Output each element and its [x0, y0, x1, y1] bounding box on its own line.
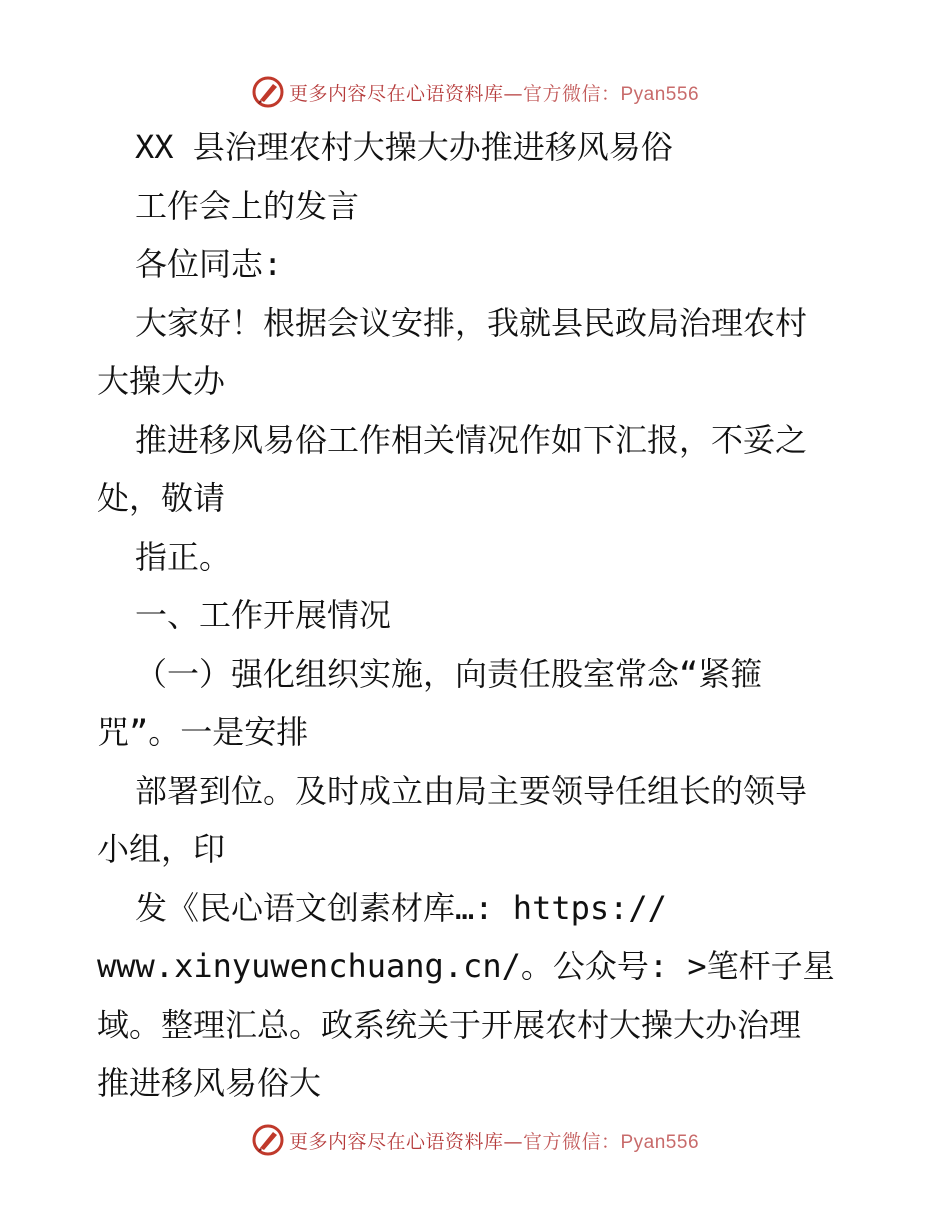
text-line: 域。整理汇总。政系统关于开展农村大操大办治理	[97, 1005, 802, 1044]
banner-site-text: 更多内容尽在心语资料库	[288, 82, 504, 105]
banner-wechat-label: 官方微信：	[522, 1130, 621, 1153]
banner-wechat-label: 官方微信：	[522, 82, 621, 105]
footer-banner	[0, 1120, 950, 1160]
banner-wechat-id: Pyan556	[620, 83, 700, 105]
text-line: 推进移风易俗工作相关情况作如下汇报，不妥之	[135, 420, 808, 459]
text-line: 部署到位。及时成立由局主要领导任组长的领导	[135, 771, 808, 810]
text-line: 咒”。一是安排	[97, 713, 309, 751]
pen-logo-icon	[251, 1123, 285, 1157]
text-line: 大家好！根据会议安排，我就县民政局治理农村	[135, 303, 808, 342]
pen-logo-icon	[251, 75, 285, 109]
banner-text	[289, 79, 699, 106]
text-line: 工作会上的发言	[135, 186, 360, 225]
banner-text	[289, 1127, 699, 1154]
banner-dash: —	[503, 1130, 523, 1153]
text-line: www.xinyuwenchuang.cn/。公众号: >笔杆子星	[97, 947, 835, 985]
text-line: 处，敬请	[97, 479, 226, 517]
document-body	[97, 118, 857, 1113]
banner-site-text: 更多内容尽在心语资料库	[288, 1130, 504, 1153]
header-banner	[0, 72, 950, 112]
text-line: 各位同志:	[135, 245, 283, 283]
text-line: 指正。	[135, 537, 232, 576]
text-line: 小组，印	[97, 830, 226, 868]
text-line: 大操大办	[97, 362, 226, 400]
text-line: 推进移风易俗大	[97, 1064, 322, 1102]
text-line: 一、工作开展情况	[135, 596, 392, 634]
text-line: XX 县治理农村大操大办推进移风易俗	[135, 128, 673, 166]
banner-dash: —	[503, 82, 523, 105]
banner-wechat-id: Pyan556	[620, 1131, 700, 1153]
text-line: （一）强化组织实施，向责任股室常念“紧箍	[135, 654, 763, 693]
text-line: 发《民心语文创素材库…: https://	[135, 888, 667, 927]
